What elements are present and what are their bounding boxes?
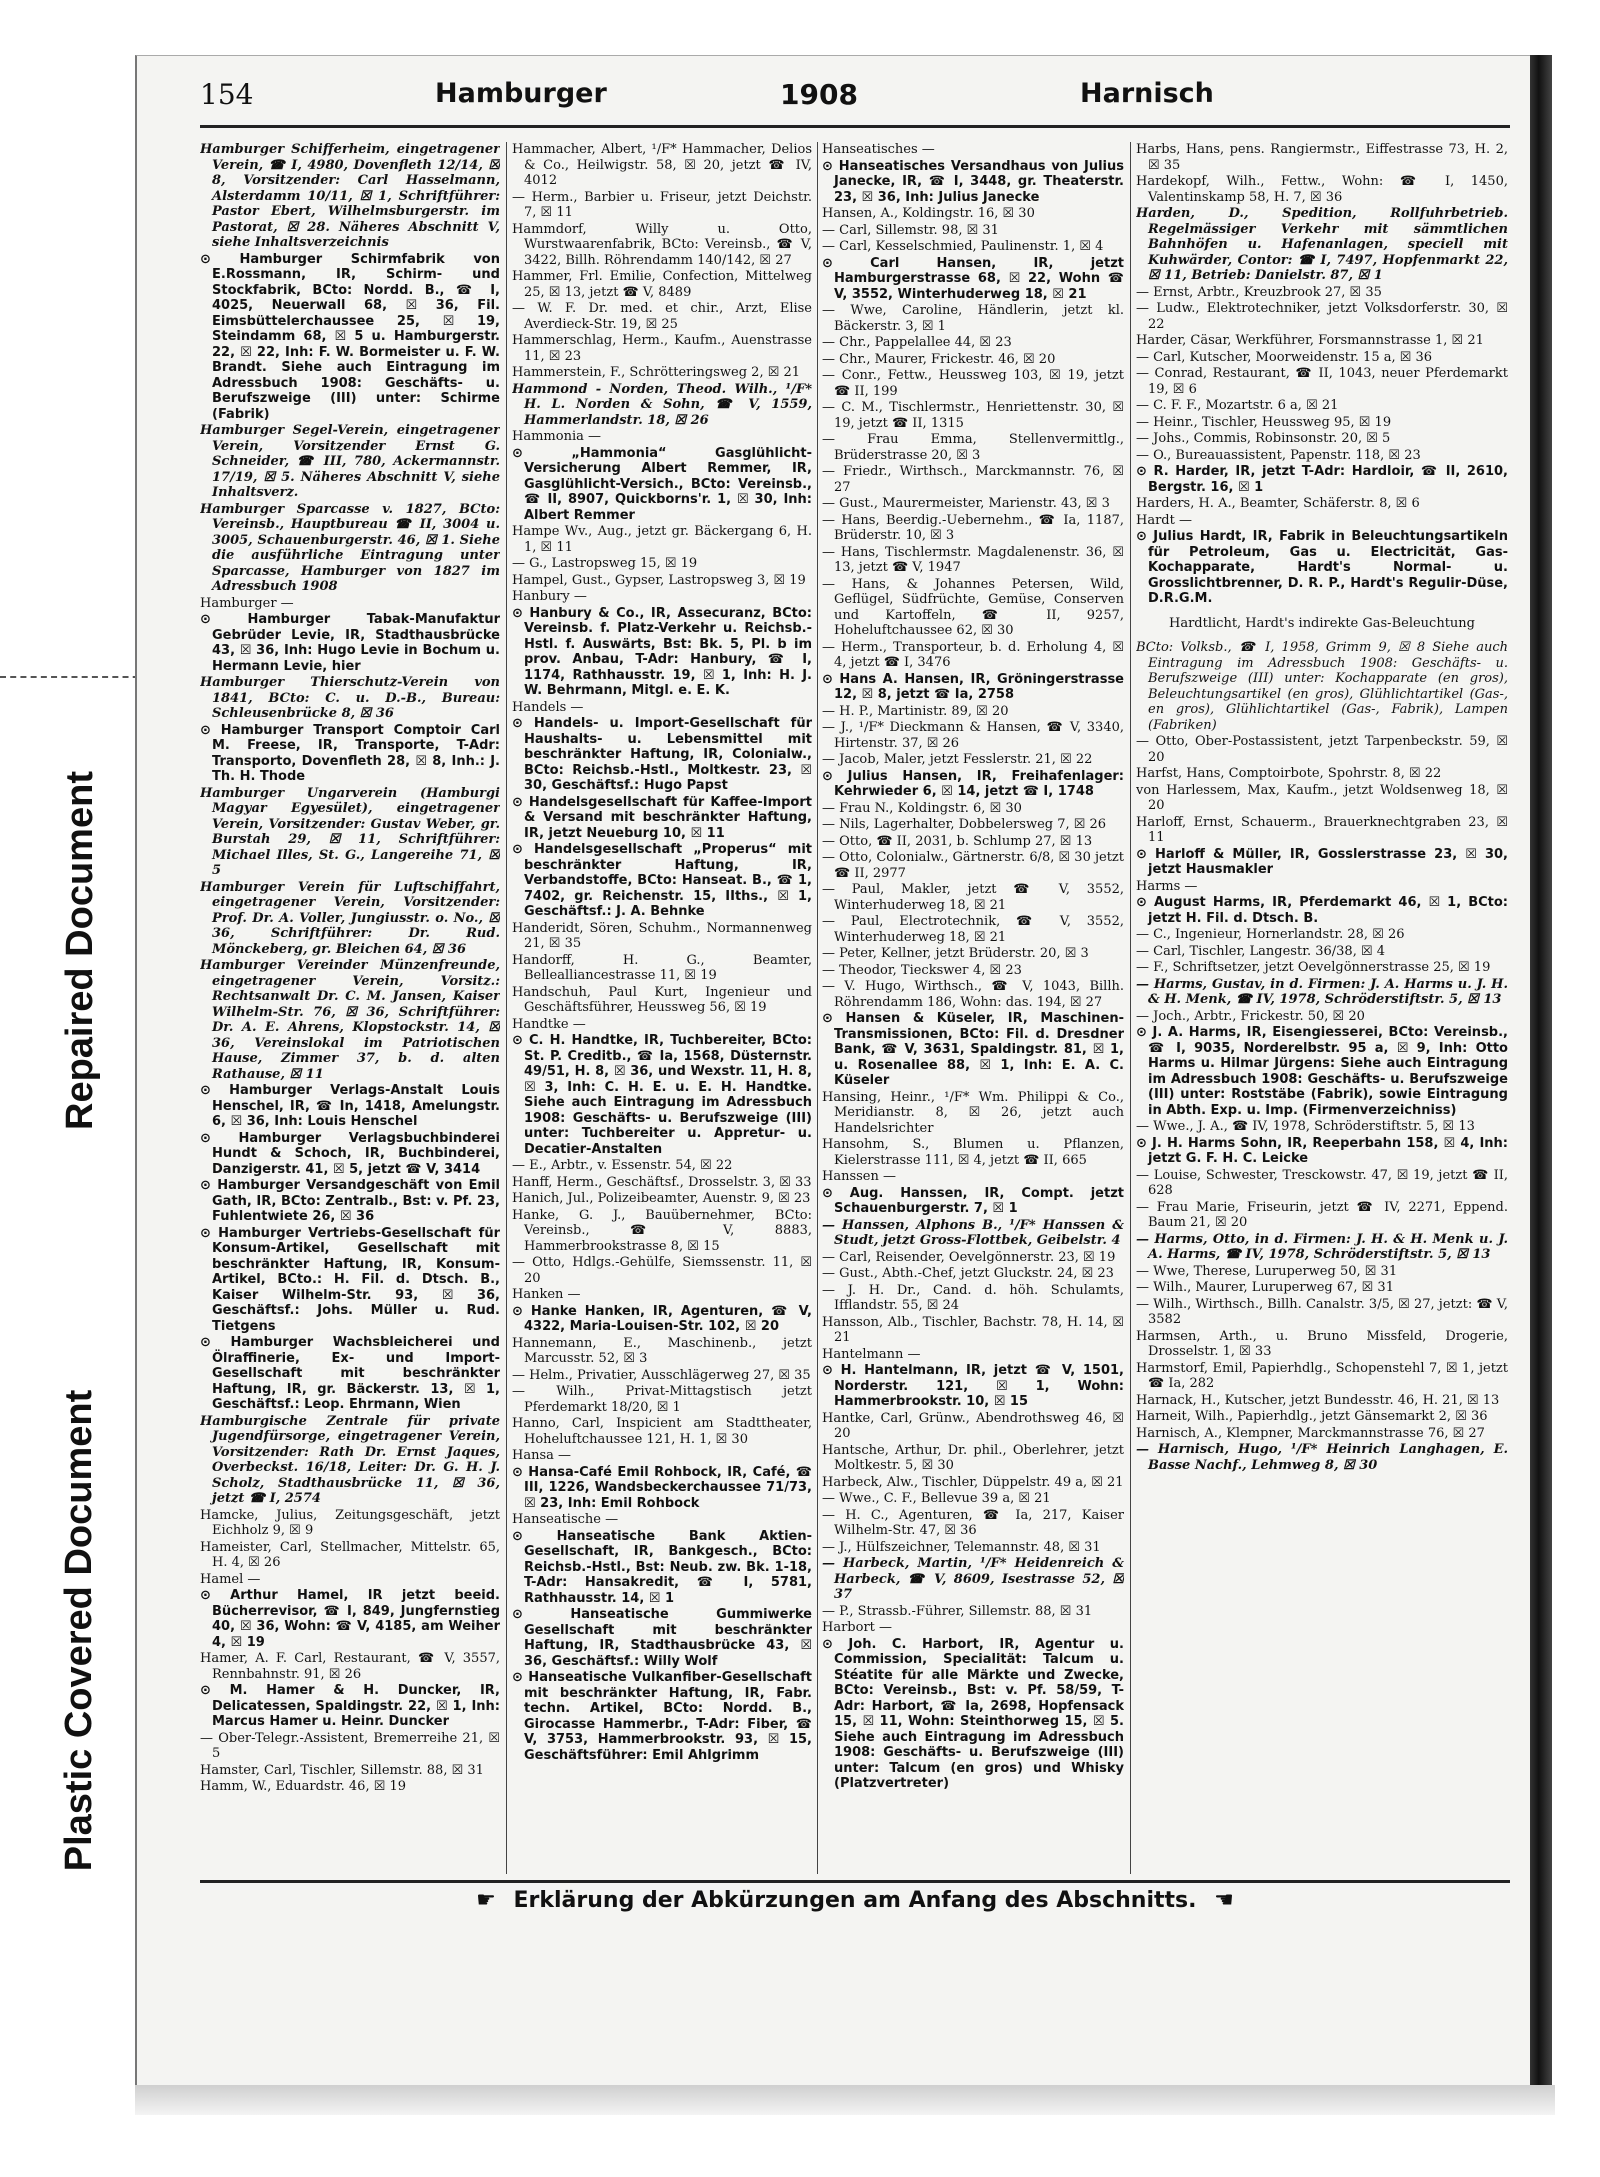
directory-entry: ⊙ Joh. C. Harbort, IR, Agentur u. Commission, Specialität: Talcum u. Stéatite für alle Märkte und Zwecke, BCto: Vereinsb., Bst: v. Pf. 58/59, T-Adr: Harbort, ☎ Ia, 2698, Hopfensack 15, ☒ 11, Wohn: Steinthorweg 15, ☒ 5. Siehe auch Eintragung im Adressbuch 1908: Geschäfts- u. Berufszweige (III) unter: Talcum (en gros) und Whisky (Platzvertreter) (822, 1636, 1124, 1791)
directory-entry: — F., Schriftsetzer, jetzt Oevelgönnerstrasse 25, ☒ 19 (1136, 960, 1491, 975)
directory-entry: ⊙ Hamburger Verlagsbuchbinderei Hundt & Schoch, IR, Buchbinderei, Danzigerstr. 41, ☒ 5, jetzt ☎ V, 3414 (200, 1130, 500, 1177)
directory-entry: — Carl, Kutscher, Moorweidenstr. 15 a, ☒ 36 (1136, 349, 1433, 365)
directory-entry: ⊙ Julius Hansen, IR, Freihafenlager: Kehrwieder 6, ☒ 14, jetzt ☎ I, 1748 (822, 768, 1124, 799)
pointing-hand-right-icon: ☛ (476, 1888, 496, 1913)
directory-entry: — Jacob, Maler, jetzt Fesslerstr. 21, ☒ 22 (822, 752, 1093, 767)
directory-entry: Hammdorf, Willy u. Otto, Wurstwaarenfabrik, BCto: Vereinsb., ☎ V, 3422, Billh. Röhrendamm 140/142, ☒ 27 (512, 221, 812, 268)
directory-entry: Harnack, H., Kutscher, jetzt Bundesstr. 46, H. 21, ☒ 13 (1136, 1392, 1500, 1408)
directory-entry: Hansa — (512, 1448, 572, 1463)
directory-entry: — Conrad, Restaurant, ☎ II, 1043, neuer Pferdemarkt 19, ☒ 6 (1136, 366, 1508, 397)
directory-entry: Harbs, Hans, pens. Rangiermstr., Eiffestrasse 73, H. 2, ☒ 35 (1136, 142, 1508, 173)
directory-entry: Handschuh, Paul Kurt, Ingenieur und Geschäftsführer, Heussweg 56, ☒ 19 (512, 984, 812, 1015)
directory-entry: — Wwe., C. F., Bellevue 39 a, ☒ 21 (822, 1491, 1051, 1506)
directory-entry: Hamburger Verein für Luftschiffahrt, eingetragener Verein, Vorsitzender: Prof. Dr. A. Voller, Jungiusstr. o. No., ☒ 36, Schriftführer: Dr. Rud. Mönckeberg, gr. Bleichen 64, ☒ 36 (200, 879, 500, 957)
directory-entry: ⊙ Hamburger Verlags-Anstalt Louis Henschel, IR, ☎ In, 1418, Amelungstr. 6, ☒ 36, Inh: Louis Henschel (200, 1083, 500, 1129)
column-rule (1130, 142, 1131, 1874)
directory-entry: — Ludw., Elektrotechniker, jetzt Volksdorferstr. 30, ☒ 22 (1136, 301, 1508, 332)
directory-entry: — Wwe, Therese, Luruperweg 50, ☒ 31 (1136, 1263, 1398, 1279)
directory-entry: — Louise, Schwester, Tresckowstr. 47, ☒ 19, jetzt ☎ II, 628 (1136, 1167, 1508, 1198)
directory-entry: — Heinr., Tischler, Heussweg 95, ☒ 19 (1136, 414, 1392, 430)
directory-entry: — Ober-Telegr.-Assistent, Bremerreihe 21, ☒ 5 (200, 1730, 500, 1761)
directory-entry: Hammacher, Albert, ¹/F* Hammacher, Delios & Co., Heilwigstr. 58, ☒ 20, jetzt ☎ IV, 4012 (512, 142, 812, 188)
directory-entry: — Gust., Maurermeister, Marienstr. 43, ☒ 3 (822, 496, 1110, 511)
directory-entry: — Otto, ☎ II, 2031, b. Schlump 27, ☒ 13 (822, 833, 1093, 849)
directory-entry: ⊙ M. Hamer & H. Duncker, IR, Delicatessen, Spaldingstr. 22, ☒ 1, Inh: Marcus Hamer u. Heinr. Duncker (200, 1683, 500, 1729)
page-edge-shadow (1530, 55, 1552, 2115)
directory-entry: — Frau N., Koldingstr. 6, ☒ 30 (822, 800, 1022, 816)
directory-entry: — Friedr., Wirthsch., Marckmannstr. 76, ☒ 27 (822, 464, 1124, 495)
directory-entry: Hardt — (1136, 512, 1192, 528)
directory-entry: — H. P., Martinistr. 89, ☒ 20 (822, 703, 1009, 719)
directory-entry: Hamm, W., Eduardstr. 46, ☒ 19 (200, 1779, 407, 1794)
directory-entry: ⊙ J. H. Harms Sohn, IR, Reeperbahn 158, ☒ 4, Inh: jetzt G. F. H. C. Leicke (1136, 1135, 1508, 1166)
directory-entry: — Harms, Gustav, in d. Firmen: J. A. Harms u. J. H. & H. Menk, ☎ IV, 1978, Schröderstiftstr. 5, ☒ 13 (1136, 976, 1508, 1007)
directory-entry: — P., Strassb.-Führer, Sillemstr. 88, ☒ 31 (822, 1603, 1093, 1619)
directory-entry: Handorff, H. G., Beamter, Bellealliancestrasse 11, ☒ 19 (512, 952, 812, 983)
column-rule (506, 142, 507, 1874)
directory-entry: Hantke, Carl, Grünw., Abendrothsweg 46, ☒ 20 (822, 1410, 1124, 1441)
directory-entry: — Otto, Colonialw., Gärtnerstr. 6/8, ☒ 30 jetzt ☎ II, 2977 (822, 850, 1124, 881)
directory-entry: ⊙ Hamburger Vertriebs-Gesellschaft für Konsum-Artikel, Gesellschaft mit beschränkter Haftung, IR, Konsum-Artikel, BCto.: H. Fil. d. Dtsch. B., Kaiser Wilhelm-Str. 93, ☒ 36, Geschäftsf.: Johs. Müller u. Rud. Tietgens (200, 1225, 500, 1334)
directory-entry: — Carl, Reisender, Oevelgönnerstr. 23, ☒ 19 (822, 1249, 1116, 1265)
directory-entry: Hamburger Thierschutz-Verein von 1841, BCto: C. u. D.-B., Bureau: Schleusenbrücke 8, ☒ 36 (200, 675, 500, 721)
directory-entry: — Wwe, Caroline, Händlerin, jetzt kl. Bäckerstr. 3, ☒ 1 (822, 303, 1124, 334)
directory-entry: Harfst, Hans, Comptoirbote, Spohrstr. 8, ☒ 22 (1136, 766, 1442, 781)
directory-entry: ⊙ C. H. Handtke, IR, Tuchbereiter, BCto: St. P. Creditb., ☎ Ia, 1568, Düsternstr. 49/51, H. 8, ☒ 36, und Wexstr. 11, H. 8, ☒ 3, Inh: C. H. E. u. E. H. Handtke. Siehe auch Eintragung im Adressbuch 1908: Geschäfts- u. Berufszweige (III) unter: Tuchbereiter u. Appretur- u. Decatier-Anstalten (512, 1033, 812, 1157)
directory-entry: Hanssen — (822, 1169, 897, 1184)
directory-entry: Hammer, Frl. Emilie, Confection, Mittelweg 25, ☒ 13, jetzt ☎ V, 8489 (512, 269, 812, 300)
directory-entry: — Hanssen, Alphons B., ¹/F* Hanssen & Studt, jetzt Gross-Flottbek, Geibelstr. 4 (822, 1217, 1124, 1248)
directory-entry: Hamcke, Julius, Zeitungsgeschäft, jetzt Eichholz 9, ☒ 9 (200, 1507, 500, 1538)
directory-entry: Handeridt, Sören, Schuhm., Normannenweg 21, ☒ 35 (512, 920, 812, 951)
directory-entry: ⊙ Hans A. Hansen, IR, Gröningerstrasse 12, ☒ 8, jetzt ☎ Ia, 2758 (822, 671, 1124, 702)
directory-entry: ⊙ Hanbury & Co., IR, Assecuranz, BCto: Vereinsb. f. Platz-Verkehr u. Reichsb.-Hstl. f. Auswärts, Bst: Bk. 5, Pl. b im prov. Anbau, T-Adr: Hanbury, ☎ I, 1174, Rathhausstr. 19, ☒ 1, Inh: H. J. W. Behrmann, Mitgl. e. E. K. (512, 605, 812, 698)
directory-entry: — J. H. Dr., Cand. d. höh. Schulamts, Ifflandstr. 55, ☒ 24 (822, 1282, 1124, 1313)
directory-entry: BCto: Volksb., ☎ I, 1958, Grimm 9, ☒ 8 Siehe auch Eintragung im Adressbuch 1908: Geschäfts- u. Berufszweige (III) unter: Kochapparate (en gros), Beleuchtungsartikel (en gros), Glühlichtartikel (Gas-, en gros), Glühlichtartikel (Gas-, Fabrik), Lampen (Fabriken) (1136, 640, 1508, 733)
directory-entry: Hamburger Ungarverein (Hamburgi Magyar Egyesület), eingetragener Verein, Vorsitzender: Gustav Weber, gr. Burstah 29, ☒ 11, Schriftführer: Michael Illes, St. G., Langereihe 71, ☒ 5 (200, 785, 500, 878)
directory-entry: — Joch., Arbtr., Frickestr. 50, ☒ 20 (1136, 1008, 1365, 1024)
directory-entry: Hanbury — (512, 589, 587, 604)
directory-entry: — C. F. F., Mozartstr. 6 a, ☒ 21 (1136, 398, 1339, 413)
directory-entry: — W. F. Dr. med. et chir., Arzt, Elise Averdieck-Str. 19, ☒ 25 (512, 301, 812, 332)
directory-entry: Harders, H. A., Beamter, Schäferstr. 8, ☒ 6 (1136, 496, 1420, 511)
directory-entry: — Hans, Tischlermstr. Magdalenenstr. 36, ☒ 13, jetzt ☎ V, 1947 (822, 544, 1124, 575)
directory-entry: ⊙ Hamburger Versandgeschäft von Emil Gath, IR, BCto: Zentralb., Bst: v. Pf. 23, Fuhlentwiete 26, ☒ 36 (200, 1178, 500, 1224)
directory-entry: Hantsche, Arthur, Dr. phil., Oberlehrer, jetzt Moltkestr. 5, ☒ 30 (822, 1442, 1124, 1473)
directory-entry: — Wilh., Privat-Mittagstisch jetzt Pferdemarkt 18/20, ☒ 1 (512, 1384, 812, 1415)
directory-entry: — Theodor, Tieckswег 4, ☒ 23 (822, 962, 1022, 978)
directory-entry: von Harlessem, Max, Kaufm., jetzt Woldsenweg 18, ☒ 20 (1136, 782, 1508, 813)
directory-entry: Handels — (512, 699, 584, 715)
directory-entry: Hammond - Norden, Theod. Wilh., ¹/F* H. L. Norden & Sohn, ☎ V, 1559, Hammerlandstr. 18, ☒ 26 (512, 381, 812, 428)
page-number: 154 (200, 78, 254, 111)
plastic-covered-text: Plastic Covered Document (58, 1389, 101, 1871)
column-rule (817, 142, 818, 1874)
directory-entry: — Hans, Beerdig.-Uebernehm., ☎ Ia, 1187, Brüderstr. 10, ☒ 3 (822, 512, 1124, 543)
directory-entry: ⊙ Hamburger Transport Comptoir Carl M. Freese, IR, Transporte, T-Adr: Transporto, Dovenfleth 28, ☒ 8, Inh.: J. Th. H. Thode (200, 722, 500, 784)
directory-entry: Harder, Cäsar, Werkführer, Forsmannstrasse 1, ☒ 21 (1136, 333, 1484, 348)
directory-entry: — Gust., Abth.-Chef, jetzt Gluckstr. 24, ☒ 23 (822, 1266, 1114, 1281)
directory-entry: — Paul, Makler, jetzt ☎ V, 3552, Winterhuderweg 18, ☒ 21 (822, 882, 1124, 913)
directory-entry: Harbeck, Alw., Tischler, Düppelstr. 49 a, ☒ 21 (822, 1474, 1124, 1490)
directory-entry: — Helm., Privatier, Ausschlägerweg 27, ☒ 35 (512, 1367, 811, 1383)
directory-entry: — Chr., Maurer, Frickestr. 46, ☒ 20 (822, 351, 1056, 367)
directory-entry: Hanken — (512, 1287, 581, 1302)
directory-entry: Hanff, Herm., Geschäftsf., Drosselstr. 3, ☒ 33 (512, 1174, 812, 1190)
directory-entry: Harmstorf, Emil, Papierhdlg., Schopenstehl 7, ☒ 1, jetzt ☎ Ia, 282 (1136, 1360, 1508, 1391)
directory-entry: — C. M., Tischlermstr., Henriettenstr. 30, ☒ 19, jetzt ☎ II, 1315 (822, 400, 1124, 431)
directory-entry: Hanno, Carl, Inspicient am Stadttheater, Hoheluftchaussee 121, H. 1, ☒ 30 (512, 1416, 812, 1447)
directory-entry: — H. C., Agenturen, ☎ Ia, 217, Kaiser Wilhelm-Str. 47, ☒ 36 (822, 1507, 1124, 1538)
directory-entry: — Carl, Sillemstr. 98, ☒ 31 (822, 222, 999, 238)
directory-entry: — Frau Marie, Friseurin, jetzt ☎ IV, 2271, Eppend. Baum 21, ☒ 20 (1136, 1199, 1508, 1230)
directory-entry: Hanseatische — (512, 1512, 619, 1527)
directory-entry: — Ernst, Arbtr., Kreuzbrook 27, ☒ 35 (1136, 284, 1382, 300)
footer-rule (200, 1880, 1510, 1883)
directory-entry: Harden, D., Spedition, Rollfuhrbetrieb. Regelmässiger Verkehr mit sämmtlichen Bahnhöfen u. Hafenanlagen, speciell mit Kuhwärder, Contor: ☎ I, 7497, Hopfenmarkt 22, ☒ 11, Betrieb: Danielstr. 87, ☒ 1 (1136, 206, 1508, 283)
directory-entry: Hardekopf, Wilh., Fettw., Wohn: ☎ I, 1450, Valentinskamp 58, H. 7, ☒ 36 (1136, 174, 1508, 205)
directory-entry: Harms — (1136, 878, 1198, 894)
directory-entry: — O., Bureauassistent, Papenstr. 118, ☒ 23 (1136, 447, 1421, 463)
directory-entry: — Conr., Fettw., Heussweg 103, ☒ 19, jetzt ☎ II, 199 (822, 368, 1124, 399)
directory-entry: ⊙ Carl Hansen, IR, jetzt Hamburgerstrasse 68, ☒ 22, Wohn ☎ V, 3552, Winterhuderweg 18, ☒ 21 (822, 255, 1124, 302)
directory-entry: — Carl, Tischler, Langestr. 36/38, ☒ 4 (1136, 943, 1386, 959)
directory-entry: ⊙ H. Hantelmann, IR, jetzt ☎ V, 1501, Norderstr. 121, ☒ 1, Wohn: Hammerbrookstr. 10, ☒ 15 (822, 1363, 1124, 1409)
directory-entry: ⊙ Hamburger Schirmfabrik von E.Rossmann, IR, Schirm- und Stockfabrik, BCto: Nordd. B., ☎ I, 4025, Neuerwall 68, ☒ 36, Fil. Eimsbüttelerchaussee 25, ☒ 19, Steindamm 68, ☒ 5 u. Hamburgerstr. 22, ☒ 22, Inh: F. W. Bormeister u. F. W. Brandt. Siehe auch Eintragung im Adressbuch 1908: Geschäfts- u. Berufszweige (III) unter: Schirme (Fabrik) (200, 251, 500, 422)
directory-entry: ⊙ Handels- u. Import-Gesellschaft für Haushalts- u. Lebensmittel mit beschränkter Haftung, IR, Colonialw., BCto: Reichsb.-Hstl., Moltkestr. 23, ☒ 30, Geschäftsf.: Hugo Papst (512, 716, 812, 793)
column-2 (512, 142, 812, 1874)
page-header (200, 78, 1500, 118)
directory-entry: ⊙ Harloff & Müller, IR, Gosslerstrasse 23, ☒ 30, jetzt Hausmakler (1136, 846, 1508, 877)
directory-entry: Harloff, Ernst, Schauerm., Brauerknechtgraben 23, ☒ 11 (1136, 814, 1508, 845)
directory-entry: ⊙ Hanseatische Vulkanfiber-Gesellschaft mit beschränkter Haftung, IR, Fabr. techn. Artikel, BCto: Nordd. B., Girocasse Hammerbr., T-Adr: Fiber, ☎ V, 3753, Hammerbrookstr. 93, ☒ 15, Geschäftsführer: Emil Ahlgrimm (512, 1670, 812, 1763)
directory-entry: Hansen, A., Koldingstr. 16, ☒ 30 (822, 206, 1035, 221)
repaired-document-text: Repaired Document (58, 770, 101, 1130)
directory-entry: — V. Hugo, Wirthsch., ☎ V, 1043, Billh. Röhrendamm 186, Wohn: das. 194, ☒ 27 (822, 979, 1124, 1010)
directory-entry: Harneit, Wilh., Papierhdlg., jetzt Gänsemarkt 2, ☒ 36 (1136, 1409, 1488, 1424)
directory-entry: — Otto, Hdlgs.-Gehülfe, Siemssenstr. 11, ☒ 20 (512, 1255, 812, 1286)
directory-entry: — Harms, Otto, in d. Firmen: J. H. & H. Menk u. J. A. Harms, ☎ IV, 1978, Schröderstiftstr. 5, ☒ 13 (1136, 1231, 1508, 1262)
directory-entry: Hamburger Segel-Verein, eingetragener Verein, Vorsitzender Ernst G. Schneider, ☎ III, 780, Ackermannstr. 17/19, ☒ 5. Näheres Abschnitt V, siehe Inhaltsverz. (200, 423, 500, 500)
header-year: 1908 (780, 78, 858, 111)
directory-entry: Hamer, A. F. Carl, Restaurant, ☎ V, 3557, Rennbahnstr. 91, ☒ 26 (200, 1651, 500, 1682)
directory-entry: — Harbeck, Martin, ¹/F* Heidenreich & Harbeck, ☎ V, 8609, Isestrasse 52, ☒ 37 (822, 1556, 1124, 1602)
directory-entry: — Wwe., J. A., ☎ IV, 1978, Schröderstiftstr. 5, ☒ 13 (1136, 1119, 1475, 1134)
directory-entry: Hamburger Sparcasse v. 1827, BCto: Vereinsb., Hauptbureau ☎ II, 3004 u. 3005, Schauenburgerstr. 46, ☒ 1. Siehe die ausführliche Eintragung unter Sparcasse, Hamburger von 1827 im Adressbuch 1908 (200, 501, 500, 594)
header-left-word: Hamburger (435, 78, 607, 109)
directory-entry: — Johs., Commis, Robinsonstr. 20, ☒ 5 (1136, 431, 1391, 446)
directory-entry: — J., ¹/F* Dieckmann & Hansen, ☎ V, 3340, Hirtenstr. 37, ☒ 26 (822, 720, 1124, 751)
directory-entry: ⊙ Hansa-Café Emil Rohbock, IR, Café, ☎ III, 1226, Wandsbeckerchaussee 71/73, ☒ 23, Inh: Emil Rohbock (512, 1464, 812, 1511)
directory-entry: ⊙ Hanseatische Gummiwerke Gesellschaft mit beschränkter Haftung, IR, Stadthausbrücke 43, ☒ 36, Geschäftsf.: Willy Wolf (512, 1607, 812, 1669)
directory-entry: — G., Lastropsweg 15, ☒ 19 (512, 556, 698, 571)
directory-entry: — Nils, Lagerhalter, Dobbelersweg 7, ☒ 26 (822, 817, 1107, 832)
directory-entry: — Wilh., Wirthsch., Billh. Canalstr. 3/5, ☒ 27, jetzt: ☎ V, 3582 (1136, 1296, 1508, 1327)
directory-entry: Hansson, Alb., Tischler, Bachstr. 78, H. 14, ☒ 21 (822, 1314, 1124, 1345)
directory-entry: Hampel, Gust., Gypser, Lastropsweg 3, ☒ 19 (512, 572, 806, 588)
directory-entry: — Harnisch, Hugo, ¹/F* Heinrich Langhagen, E. Basse Nachf., Lehmweg 8, ☒ 30 (1136, 1442, 1508, 1473)
directory-entry: ⊙ August Harms, IR, Pferdemarkt 46, ☒ 1, BCto: jetzt H. Fil. d. Dtsch. B. (1136, 895, 1508, 926)
directory-entry: — Paul, Electrotechnik, ☎ V, 3552, Winterhuderweg 18, ☒ 21 (822, 914, 1124, 945)
directory-entry: ⊙ R. Harder, IR, jetzt T-Adr: Hardloir, ☎ II, 2610, Bergstr. 16, ☒ 1 (1136, 464, 1508, 495)
page-bottom-edge (135, 2085, 1555, 2115)
directory-entry: Hannemann, E., Maschinenb., jetzt Marcusstr. 52, ☒ 3 (512, 1335, 812, 1366)
directory-entry: ⊙ Handelsgesellschaft für Kaffee-Import & Versand mit beschränkter Haftung, IR, jetzt Neueburg 10, ☒ 11 (512, 794, 812, 841)
directory-entry: — J., Hülfszeichner, Telemannstr. 48, ☒ 31 (822, 1539, 1101, 1555)
page-footer (200, 1888, 1510, 1913)
directory-entry: ⊙ Hamburger Tabak-Manufaktur Gebrüder Levie, IR, Stadthausbrücke 43, ☒ 36, Inh: Hugo Levie in Bochum u. Hermann Levie, hier (200, 612, 500, 674)
directory-entry: ⊙ Hanseatisches Versandhaus von Julius Janecke, IR, ☎ I, 3448, gr. Theaterstr. 23, ☒ 36, Inh: Julius Janecke (822, 158, 1124, 205)
directory-entry: ⊙ J. A. Harms, IR, Eisengiesserei, BCto: Vereinsb., ☎ I, 9035, Norderelbstr. 95 a, ☒ 9, Inh: Otto Harms u. Hilmar Jürgens: Siehe auch Eintragung im Adressbuch 1908: Geschäfts- u. Berufszweige (III) unter: Roststäbe (Fabrik), sowie Eintragung in Abth. Exp. u. Imp. (Firmenverzeichniss) (1136, 1025, 1508, 1118)
directory-entry: ⊙ Hanseatische Bank Aktien-Gesellschaft, IR, Bankgesch., BCto: Reichsb.-Hstl., Bst: Neub. zw. Bk. 1-18, T-Adr: Hansakredit, ☎ I, 5781, Rathhausstr. 14, ☒ 1 (512, 1528, 812, 1606)
directory-entry: Hamster, Carl, Tischler, Sillemstr. 88, ☒ 31 (200, 1762, 484, 1778)
directory-entry: Hantelmann — (822, 1346, 921, 1362)
directory-entry: Harbort — (822, 1620, 893, 1635)
directory-entry: Hanich, Jul., Polizeibeamter, Auenstr. 9, ☒ 23 (512, 1191, 811, 1206)
directory-entry: Hansohm, S., Blumen u. Pflanzen, Kielerstrasse 111, ☒ 4, jetzt ☎ II, 665 (822, 1137, 1124, 1168)
directory-entry: Hardtlicht, Hardt's indirekte Gas-Beleuchtung (1169, 615, 1475, 631)
directory-entry: — Peter, Kellner, jetzt Brüderstr. 20, ☒ 3 (822, 946, 1089, 961)
directory-entry: — Herm., Transporteur, b. d. Erholung 4, ☒ 4, jetzt ☎ I, 3476 (822, 639, 1124, 670)
directory-entry: Hameister, Carl, Stellmacher, Mittelstr. 65, H. 4, ☒ 26 (200, 1539, 500, 1570)
directory-entry: ⊙ Hanke Hanken, IR, Agenturen, ☎ V, 4322, Maria-Louisen-Str. 102, ☒ 20 (512, 1303, 812, 1334)
directory-entry: ⊙ Arthur Hamel, IR jetzt beeid. Bücherrevisor, ☎ I, 849, Jungfernstieg 40, ☒ 36, Wohn: ☎ V, 4185, am Weiher 4, ☒ 19 (200, 1588, 500, 1650)
directory-entry: Hanke, G. J., Bauübernehmer, BCto: Vereinsb., ☎ V, 8883, Hammerbrookstrasse 8, ☒ 15 (512, 1207, 812, 1254)
directory-entry: Hamburger Vereinder Münzenfreunde, eingetragener Verein, Vorsitz.: Rechtsanwalt Dr. C. M. Jansen, Kaiser Wilhelm-Str. 76, ☒ 36, Schriftführer: Dr. A. E. Ahrens, Klopstockstr. 14, ☒ 36, Vereinslokal im Patriotischen Hause, Zimmer 37, b. d. alten Rathause, ☒ 11 (200, 958, 500, 1082)
directory-entry: ⊙ Hamburger Wachsbleicherei und Ölraffinerie, Ex- und Import-Gesellschaft mit beschränkter Haftung, IR, gr. Bäckerstr. 13, ☒ 1, Geschäftsf.: Leop. Ehrmann, Wien (200, 1335, 500, 1412)
directory-entry: — Herm., Barbier u. Friseur, jetzt Deichstr. 7, ☒ 11 (512, 189, 812, 220)
directory-entry: ⊙ Handelsgesellschaft „Properus“ mit beschränkter Haftung, IR, Verbandstoffe, BCto: Hanseat. B., ☎ 1, 7402, gr. Reichenstr. 15, IIths., ☒ 1, Geschäftsf.: J. A. Behnke (512, 842, 812, 919)
directory-entry: Hammonia — (512, 429, 601, 444)
directory-entry: ⊙ Hansen & Küseler, IR, Maschinen-Transmissionen, BCto: Fil. d. Dresdner Bank, ☎ V, 3631, Spaldingstr. 81, ☒ 1, u. Rosenallee 88, ☒ 1, Inh: E. A. C. Küseler (822, 1011, 1124, 1088)
directory-entry: Hanseatisches — (822, 142, 935, 157)
header-rule (200, 125, 1510, 128)
directory-entry: Hansing, Heinr., ¹/F* Wm. Philippi & Co., Meridianstr. 8, ☒ 26, jetzt auch Handelsrichter (822, 1089, 1124, 1136)
directory-entry: Handtke — (512, 1016, 586, 1032)
footer-note: Erklärung der Abkürzungen am Anfang des Abschnitts. (513, 1888, 1197, 1913)
directory-entry: — C., Ingenieur, Hornerlandstr. 28, ☒ 26 (1136, 927, 1405, 942)
directory-entry: — Hans, & Johannes Petersen, Wild, Geflügel, Südfrüchte, Gemüse, Conserven und Kartoffeln, ☎ II, 9257, Hoheluftchaussee 62, ☒ 30 (822, 576, 1124, 638)
directory-entry: — Chr., Pappelallee 44, ☒ 23 (822, 335, 1012, 350)
directory-entry: Hammerschlag, Herm., Kaufm., Auenstrasse 11, ☒ 23 (512, 333, 812, 364)
header-right-word: Harnisch (1080, 78, 1214, 109)
directory-entry: Hamel — (200, 1571, 261, 1587)
column-1 (200, 142, 500, 1874)
directory-entry: — Otto, Ober-Postassistent, jetzt Tarpenbeckstr. 59, ☒ 20 (1136, 734, 1508, 765)
directory-entry: ⊙ „Hammonia“ Gasglühlicht-Versicherung Albert Remmer, IR, Gasglühlicht-Versich., BCto: Vereinsb., ☎ II, 8907, Quickborns'r. 1, ☒ 30, Inh: Albert Remmer (512, 445, 812, 523)
directory-entry: Hampe Wv., Aug., jetzt gr. Bäckergang 6, H. 1, ☒ 11 (512, 524, 812, 555)
directory-entry: Hamburger — (200, 595, 294, 611)
directory-entry: — Wilh., Maurer, Luruperweg 67, ☒ 31 (1136, 1280, 1394, 1295)
directory-entry: ⊙ Julius Hardt, IR, Fabrik in Beleuchtungsartikeln für Petroleum, Gas u. Electricität, Gas-Kochapparate, Hardt's Normal- u. Grosslichtbrenner, D. R. P., Hardt's Regulir-Düse, D.R.G.M. (1136, 529, 1508, 606)
column-3 (822, 142, 1124, 1874)
directory-entry: — Carl, Kesselschmied, Paulinenstr. 1, ☒ 4 (822, 239, 1104, 254)
directory-entry: Hamburgische Zentrale für private Jugendfürsorge, eingetragener Verein, Vorsitzender: Rath Dr. Ernst Jaques, Overbeckst. 16/18, Leiter: Dr. G. H. J. Scholz, Stadthausbrücke 11, ☒ 36, jetzt ☎ I, 2574 (200, 1413, 500, 1506)
directory-entry: — E., Arbtr., v. Essenstr. 54, ☒ 22 (512, 1158, 733, 1173)
column-4 (1136, 142, 1508, 1874)
directory-entry: Harnisch, A., Klempner, Marckmannstrasse 76, ☒ 27 (1136, 1425, 1485, 1441)
directory-entry: Harmsen, Arth., u. Bruno Missfeld, Drogerie, Drosselstr. 1, ☒ 33 (1136, 1328, 1508, 1359)
pointing-hand-left-icon: ☚ (1214, 1888, 1234, 1913)
directory-entry: ⊙ Aug. Hanssen, IR, Compt. jetzt Schauenburgerstr. 7, ☒ 1 (822, 1185, 1124, 1216)
directory-entry: Hamburger Schifferheim, eingetragener Verein, ☎ I, 4980, Dovenfleth 12/14, ☒ 8, Vorsitzender: Carl Hasselmann, Alsterdamm 10/11, ☒ 1, Schriftführer: Pastor Ebert, Wilhelmsburgerstr. im Pastorat, ☒ 28. Näheres Abschnitt V, siehe Inhaltsverzeichnis (200, 142, 500, 250)
directory-entry: — Frau Emma, Stellenvermittlg., Brüderstrasse 20, ☒ 3 (822, 432, 1124, 463)
directory-entry: Hammerstein, F., Schrötteringsweg 2, ☒ 21 (512, 365, 801, 380)
